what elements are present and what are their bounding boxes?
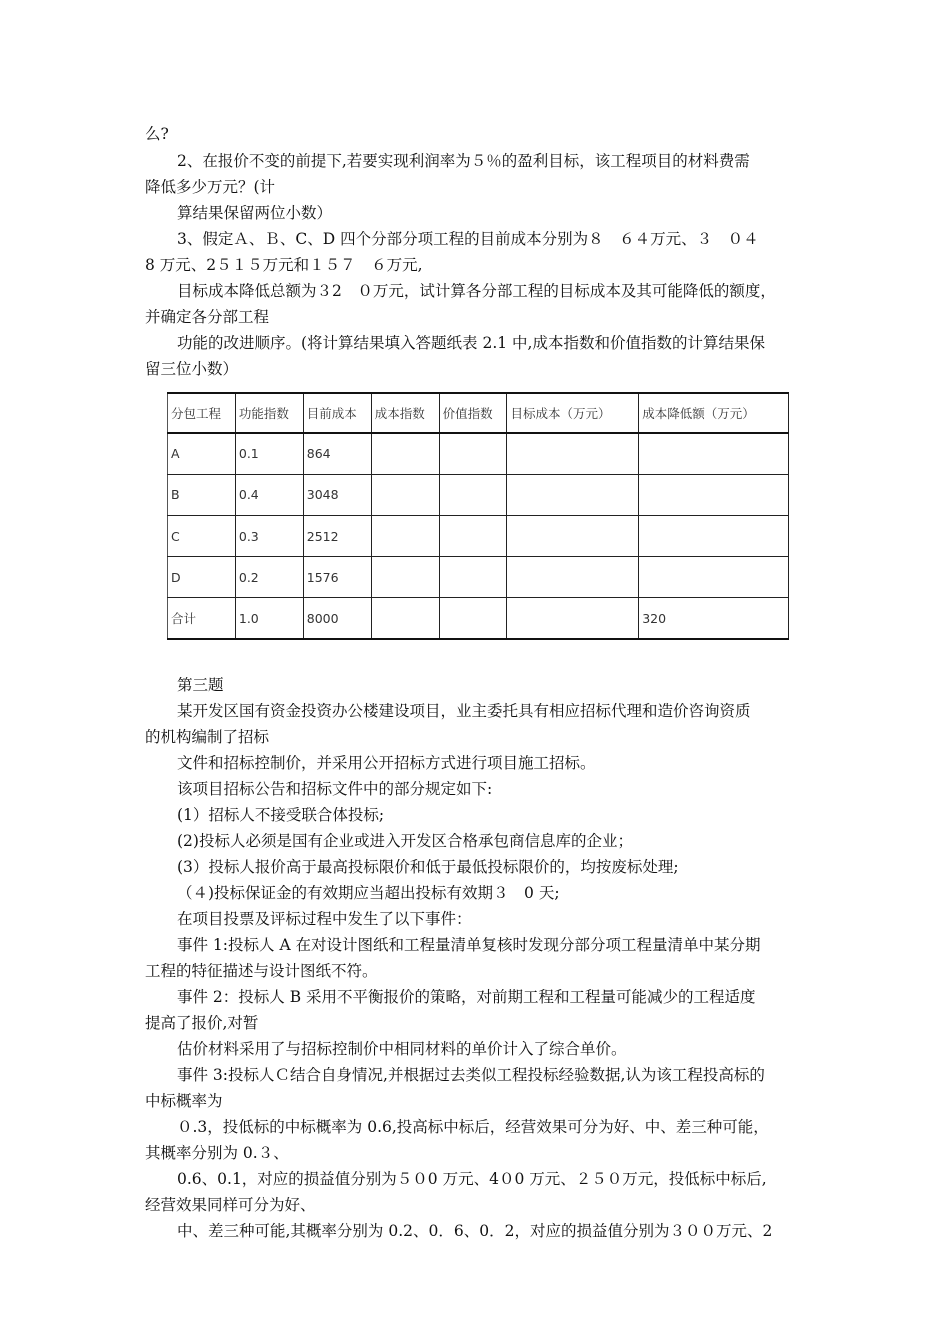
paragraph-line: 中、差三种可能,其概率分别为 0.2、0．6、0．2，对应的损益值分别为３００万元、2 xyxy=(177,1222,773,1240)
paragraph-line: 算结果保留两位小数） xyxy=(177,204,333,222)
header-cell: 成本指数 xyxy=(371,393,439,433)
table-cell xyxy=(639,557,789,598)
table-cell xyxy=(371,474,439,515)
paragraph-line: 中标概率为 xyxy=(145,1092,223,1110)
header-cell: 分包工程 xyxy=(168,393,236,433)
paragraph-line: 工程的特征描述与设计图纸不符。 xyxy=(145,962,378,980)
table-row xyxy=(168,515,789,556)
paragraph-line: 其概率分别为 0.３、 xyxy=(145,1144,289,1162)
table-cell: 0.3 xyxy=(235,515,303,556)
table-header-row xyxy=(168,393,789,433)
paragraph-line: 0.6、0.1，对应的损益值分别为５０0 万元、4０0 万元、２５０万元，投低标中标后, xyxy=(177,1170,767,1188)
table-cell: 8000 xyxy=(303,598,371,639)
question-2-line: 2、在报价不变的前提下,若要实现利润率为５％的盈利目标，该工程项目的材料费需 xyxy=(177,152,750,170)
table-cell xyxy=(371,557,439,598)
table-cell: 2512 xyxy=(303,515,371,556)
paragraph-line: 文件和招标控制价，并采用公开招标方式进行项目施工招标。 xyxy=(177,754,596,772)
table-cell: 0.2 xyxy=(235,557,303,598)
table-cell xyxy=(639,474,789,515)
table-cell: 320 xyxy=(639,598,789,639)
paragraph-line: 某开发区国有资金投资办公楼建设项目，业主委托具有相应招标代理和造价咨询资质 xyxy=(177,702,751,720)
table-row xyxy=(168,557,789,598)
table-cell: 1.0 xyxy=(235,598,303,639)
table-row xyxy=(168,433,789,474)
paragraph-line: 降低多少万元？(计 xyxy=(145,178,276,196)
header-cell: 价值指数 xyxy=(439,393,507,433)
table-cell xyxy=(639,515,789,556)
paragraph-line: 该项目招标公告和招标文件中的部分规定如下: xyxy=(177,780,493,798)
table-cell xyxy=(507,433,639,474)
table-cell xyxy=(507,474,639,515)
question-3-line: 3、假定Ａ、Ｂ、C、D 四个分部分项工程的目前成本分别为８ ６４万元、３ ０４ xyxy=(177,230,759,248)
table-cell: B xyxy=(168,474,236,515)
table-cell xyxy=(507,515,639,556)
paragraph-line: 经营效果同样可分为好、 xyxy=(145,1196,316,1214)
table-row xyxy=(168,474,789,515)
table-cell xyxy=(371,515,439,556)
paragraph-line: 提高了报价,对暂 xyxy=(145,1014,259,1032)
paragraph-line: 在项目投票及评标过程中发生了以下事件： xyxy=(177,910,472,928)
table-total-row xyxy=(168,598,789,639)
paragraph-line: 留三位小数） xyxy=(145,360,239,378)
table-cell xyxy=(439,557,507,598)
paragraph-line: 么? xyxy=(145,125,169,143)
paragraph-line: 功能的改进顺序。(将计算结果填入答题纸表 2.1 中,成本指数和价值指数的计算结果保 xyxy=(177,334,765,352)
table-cell xyxy=(439,433,507,474)
event-2-line: 事件 2：投标人 B 采用不平衡报价的策略，对前期工程和工程量可能减少的工程适度 xyxy=(177,988,756,1006)
table-cell: 合计 xyxy=(168,598,236,639)
header-cell: 目标成本（万元） xyxy=(507,393,639,433)
table-cell: C xyxy=(168,515,236,556)
table-cell: 0.1 xyxy=(235,433,303,474)
header-cell: 成本降低额（万元） xyxy=(639,393,789,433)
table-cell: A xyxy=(168,433,236,474)
event-1-line: 事件 1:投标人 A 在对设计图纸和工程量清单复核时发现分部分项工程量清单中某分期 xyxy=(177,936,761,954)
table-cell xyxy=(507,598,639,639)
table-cell xyxy=(639,433,789,474)
rule-item: (1）招标人不接受联合体投标; xyxy=(177,806,385,824)
table-cell: 3048 xyxy=(303,474,371,515)
paragraph-line: 估价材料采用了与招标控制价中相同材料的单价计入了综合单价。 xyxy=(177,1040,627,1058)
table-cell xyxy=(439,598,507,639)
paragraph-line: 8 万元、2５１５万元和１５７ ６万元, xyxy=(145,256,423,274)
table-cell xyxy=(439,474,507,515)
rule-item: (3）投标人报价高于最高投标限价和低于最低投标限价的，均按废标处理; xyxy=(177,858,679,876)
table-cell: 1576 xyxy=(303,557,371,598)
paragraph-line: ０.3，投低标的中标概率为 0.6,投高标中标后，经营效果可分为好、中、差三种可能， xyxy=(177,1118,769,1136)
table-cell xyxy=(507,557,639,598)
table-cell xyxy=(371,433,439,474)
paragraph-line: 的机构编制了招标 xyxy=(145,728,270,746)
paragraph-line: 并确定各分部工程 xyxy=(145,308,270,326)
table-cell: D xyxy=(168,557,236,598)
cost-table xyxy=(167,392,789,640)
header-cell: 功能指数 xyxy=(235,393,303,433)
paragraph-line: 目标成本降低总额为３2 ０万元，试计算各分部工程的目标成本及其可能降低的额度， xyxy=(177,282,776,300)
rule-item: (2)投标人必须是国有企业或进入开发区合格承包商信息库的企业； xyxy=(177,832,633,850)
rule-item: （４)投标保证金的有效期应当超出投标有效期３ 0 天; xyxy=(177,884,560,902)
table-cell xyxy=(371,598,439,639)
header-cell: 目前成本 xyxy=(303,393,371,433)
table-cell: 0.4 xyxy=(235,474,303,515)
event-3-line: 事件 3:投标人Ｃ结合自身情况,并根据过去类似工程投标经验数据,认为该工程投高标的 xyxy=(177,1066,765,1084)
section-heading: 第三题 xyxy=(177,676,224,694)
table-cell: 864 xyxy=(303,433,371,474)
cost-table-image xyxy=(167,392,789,640)
table-cell xyxy=(439,515,507,556)
